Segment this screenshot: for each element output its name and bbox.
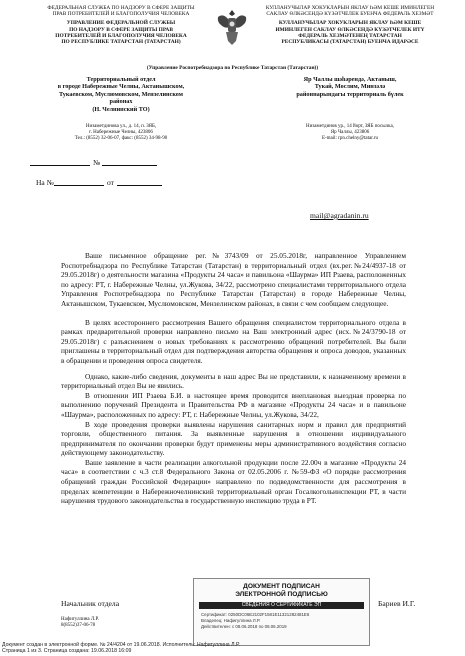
stamp-certificate-bar: СВЕДЕНИЯ О СЕРТИФИКАТЕ ЭП bbox=[199, 602, 364, 609]
number-symbol: № bbox=[93, 158, 101, 167]
administration-name-line: ПО НАДЗОРУ В СФЕРЕ ЗАЩИТЫ ПРАВ bbox=[69, 26, 173, 33]
administration-name-line: УПРАВЛЕНИЕ ФЕДЕРАЛЬНОЙ СЛУЖБЫ bbox=[66, 20, 176, 27]
paragraph: В целях всестороннего рассмотрения Вашего обращения специалистом территориального отдела в рамках предварительной проверки направлено письмо на Ваш электронный адрес (исх.№24/3790-18 от 29.05.2018г) с разъяснением о новых требованиях к рассмотрению обращений потребителей. Вы были приглашены в территориальный отдел для подтверждения авторства обращения и опроса доводов, указанных в обращении и проведения опроса свидетеля. bbox=[61, 317, 406, 365]
coat-of-arms-icon bbox=[214, 7, 250, 47]
department-tatar-line: районнарындагы территориаль бүлек bbox=[296, 90, 404, 98]
paragraph: Однако, какие-либо сведения, документы в наш адрес Вы не представили, к назначенному времени в территориальный отдел Вы не явились. bbox=[61, 371, 406, 391]
stamp-validity: Действителен: с 08.06.2018 по 08.06.2019 bbox=[201, 624, 287, 629]
stamp-title: ДОКУМЕНТ ПОДПИСАН bbox=[243, 583, 320, 590]
address-tatar-line: Яр Чаллы, 423806 bbox=[330, 130, 370, 135]
department-line: районах bbox=[109, 98, 133, 106]
reference-label: На № bbox=[36, 178, 54, 187]
signatory-name: Бариев И.Г. bbox=[378, 599, 416, 608]
address-line: г. Набережные Челны, 423806 bbox=[89, 130, 153, 135]
address-tatar-line: Низаметдинов ур., 14 йорт, ЗЯБ посылка, bbox=[306, 124, 394, 129]
administration-name-tatar-line: КУЛЛАНУЧЫЛАР ХОКУКЛАРЫН ЯКЛАУ ҺӘМ КЕШЕ bbox=[278, 20, 422, 27]
department-tatar-line: Тукай, Мөслим, Минзәлә bbox=[314, 83, 386, 91]
paragraph: В отношении ИП Рзаева Б.И. в настоящее время проводится внеплановая выездная проверка по выполнению поручений Президента и Правительства РФ в магазине «Продукты 24 часа» и в павильоне «Шаурма», расположенных по адресу: РТ, г. Набережные Челны, ул.Жукова, 34/22, bbox=[61, 390, 406, 419]
address-line: Тел.: (8552) 32-06-07, факс: (8552) 34-98-90 bbox=[74, 136, 168, 141]
document-footer bbox=[2, 642, 402, 655]
paragraph: Ваше заявление в части реализации алкогольной продукции после 22.00ч в магазине «Продукты 24 часа» в соответствии с ч.3 ст.8 Федерального Закона от 02.05.2006 г. №59-ФЗ «О порядке рассмотрения обращений граждан Российской Федерации» направлено по подведомственности для рассмотрения в пределах компетенции в Набережночелнинский территориальный орган Госалкогольинспекции РТ, в части нарушения трудового законодательства в государственную инспекцию труда в РТ. bbox=[61, 457, 406, 506]
administration-name-tatar-line: ФЕДЕРАЛЬ ХЕЗМӘТЕНЕҢ ТАТАРСТАН bbox=[298, 32, 402, 39]
department-right bbox=[250, 76, 450, 98]
address-right bbox=[250, 124, 450, 142]
service-name-tatar-line: САКЛАУ ӨЛКӘСЕНДӘ КҮЗӘТЧЕЛЕК БУЕНЧА ФЕДЕРАЛЬ ХЕЗМӘТ bbox=[266, 11, 434, 18]
service-name-tatar-line: КУЛЛАНУЧЫЛАР ХОКУКЛАРЫН ЯКЛАУ ҺӘМ КЕШЕ ИМИНЛЕГЕН bbox=[265, 5, 435, 11]
department-line: Тукаевском, Муслюмовском, Мензелинском bbox=[58, 90, 183, 98]
administration-name-tatar-line: РЕСПУБЛИКАСЫ (ТАТАРСТАН) БУЕНЧА ИДАРӘСЕ bbox=[281, 39, 419, 46]
stamp-subtitle: ЭЛЕКТРОННОЙ ПОДПИСЬЮ bbox=[235, 591, 328, 598]
reference-date-line bbox=[117, 185, 162, 186]
date-from-label: от bbox=[107, 178, 114, 187]
paragraph: В ходе проведения проверки выявлены нарушения санитарных норм и правил для предприятий торговли, общественного питания. За выявленные нарушения в отношении индивидуального предпринимателя по окончании проверки будут применены меры административного воздействия согласно действующему законодательству. bbox=[61, 419, 406, 458]
department-line: (Н. Челнинский ТО) bbox=[92, 105, 150, 113]
stamp-certificate: Сертификат: 0250DC06E2102F1581E11321282481E6 bbox=[201, 612, 310, 617]
header-right bbox=[250, 5, 450, 45]
letter-body bbox=[61, 251, 406, 506]
recipient-email[interactable]: mail@agradanin.ru bbox=[310, 211, 369, 220]
administration-caption: (Управление Роспотребнадзора по Республике Татарстан (Татарстан)) bbox=[146, 65, 319, 71]
executor-phone: 8(8552)37-06-78 bbox=[61, 623, 96, 628]
number-field-line bbox=[102, 165, 157, 166]
department-left bbox=[30, 76, 212, 113]
stamp-owner: Владелец: Нафигуллина Л.Р. bbox=[201, 618, 261, 623]
reference-number-line bbox=[54, 185, 104, 186]
administration-name-line: ПО РЕСПУБЛИКЕ ТАТАРСТАН (ТАТАРСТАН) bbox=[61, 39, 181, 46]
footer-line: Документ создан в электронной форме. № 24/4204 от 19.06.2018. Исполнитель: Нафигуллина Л.Р. bbox=[2, 642, 240, 648]
date-field-line bbox=[30, 165, 90, 166]
service-name-line: ПРАВ ПОТРЕБИТЕЛЕЙ И БЛАГОПОЛУЧИЯ ЧЕЛОВЕКА bbox=[52, 11, 190, 18]
header-left bbox=[30, 5, 212, 45]
address-left bbox=[30, 124, 212, 142]
electronic-signature-stamp bbox=[193, 578, 370, 646]
executor-name: Нафигуллина Л.Р. bbox=[61, 617, 99, 622]
department-line: в городе Набережные Челны, Актанышском, bbox=[57, 83, 185, 91]
administration-name-line: ПОТРЕБИТЕЛЕЙ И БЛАГОПОЛУЧИЯ ЧЕЛОВЕКА bbox=[55, 32, 187, 39]
address-line: Низаметдинова ул., д. 14, п. ЗЯБ, bbox=[85, 124, 157, 129]
footer-line: Страница 1 из 3. Страница создана: 19.06.2018 16:09 bbox=[2, 648, 132, 655]
service-name-line: ФЕДЕРАЛЬНАЯ СЛУЖБА ПО НАДЗОРУ В СФЕРЕ ЗАЩИТЫ bbox=[47, 5, 195, 11]
administration-name-tatar-line: ИМИНЛЕГЕН САКЛАУ ӨЛКӘСЕНДӘ КҮЗӘТЧЕЛЕК ИТҮ bbox=[275, 26, 425, 33]
email-address: E-mail: rpn.chelny@tatar.ru bbox=[321, 136, 379, 141]
paragraph: Ваше письменное обращение рег.№3743/09 от 25.05.2018г, направленное Управлением Роспотребнадзора по Республике Татарстан (Татарстан) в территориальный отдел (вх.рег.№24/4937-18 от 29.05.2018г) о деятельности магазина «Продукты 24 часа» и павильона «Шаурма» ИП Рзаева, расположенных по адресу: РТ, г. Набережные Челны, ул.Жукова, 34/22, рассмотрено специалистами территориального отдела Управления Роспотребнадзора по Республике Татарстан (Татарстан) в городе Набережные Челны, Актанышском, Тукаевском, Муслюмовском, Мензелинском районах, в связи с чем сообщаем следующее. bbox=[61, 251, 406, 308]
signatory-position: Начальник отдела bbox=[61, 599, 120, 608]
executor-info bbox=[61, 617, 99, 629]
department-line: Территориальный отдел bbox=[86, 76, 156, 83]
department-tatar-line: Яр Чаллы шәһәрендә, Актаныш, bbox=[303, 76, 397, 83]
